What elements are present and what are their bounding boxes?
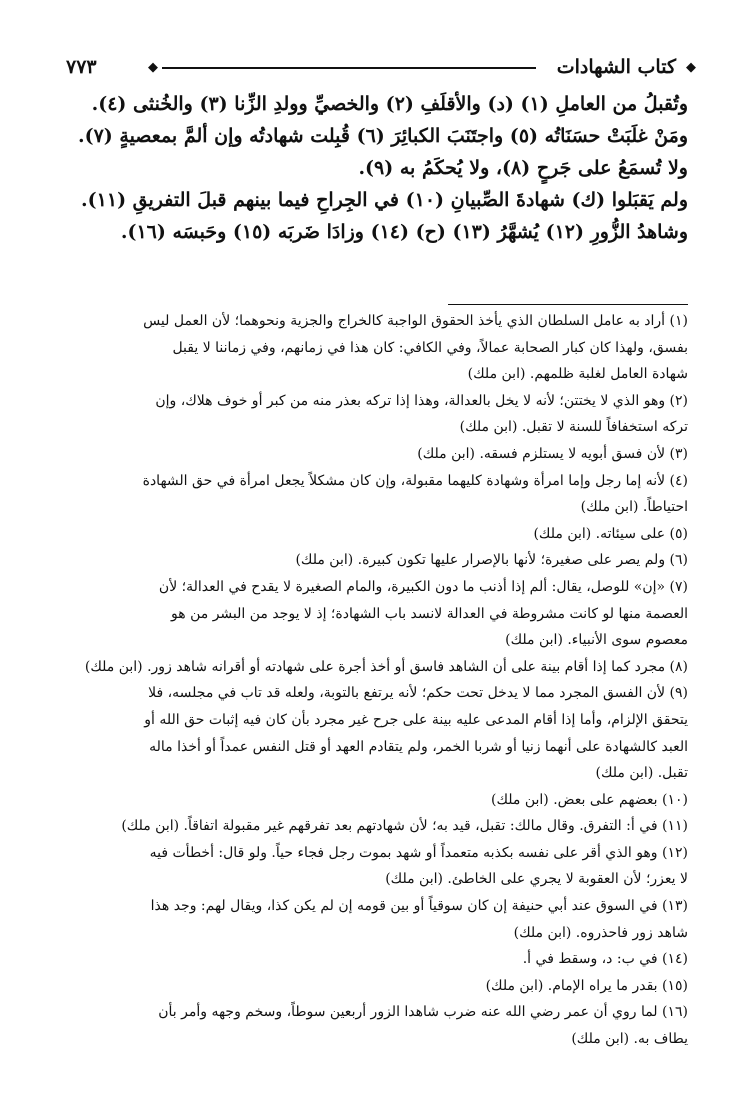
footnote-separator (448, 304, 688, 305)
footnote-line: شاهد زور فاحذروه. (ابن ملك) (513, 924, 688, 941)
footnotes (66, 308, 688, 1053)
footnote-line: (٢) وهو الذي لا يختتن؛ لأنه لا يخل بالعدالة، وهذا إذا تركه بعذر منه من كبر أو خوف هلاك، وإن (155, 392, 688, 409)
footnote-line: يطاف به. (ابن ملك) (571, 1031, 688, 1048)
main-text-line: ومَنْ غلَبَتْ حسَنَاتُه (٥) واجتَنَبَ الكبائِرَ (٦) قُبِلت شهادتُه وإن ألمَّ بمعصيةٍ (٧). (77, 125, 688, 147)
main-text-line: وشاهدُ الزُّورِ (١٢) يُشهَّرُ (١٣) (ح) (١٤) وزادَا ضَربَه (١٥) وحَبسَه (١٦). (120, 221, 688, 243)
header-rule (162, 67, 536, 69)
footnote-line: احتياطاً. (ابن ملك) (580, 499, 688, 516)
footnote-line: العبد كالشهادة على أنهما زنيا أو شربا الخمر، ولم يتقادم العهد أو قتل النفس عمداً أو أخذا ماله (149, 738, 688, 755)
footnote-line: العصمة منها لو كانت مشروطة في العدالة لانسد باب الشهادة؛ إذ لا يوجد من البشر من هو (171, 605, 688, 622)
footnote-line: لا يعزر؛ لأن العقوبة لا يجري على الخاطئ. (ابن ملك) (385, 871, 688, 888)
footnote-line: شهادة العامل لغلبة ظلمهم. (ابن ملك) (467, 366, 688, 383)
footnote-line: (٦) ولم يصر على صغيرة؛ لأنها بالإصرار عليها تكون كبيرة. (ابن ملك) (295, 552, 688, 569)
footnote-line: (٨) مجرد كما إذا أقام بينة على أن الشاهد فاسق أو أخذ أجرة على شهادته أو أقرانه شاهد زور. (ابن ملك) (84, 658, 688, 675)
main-text-line: ولم يَقبَلوا (ك) شهادةَ الصِّبيانِ (١٠) في الجِراحِ فيما بينهم قبلَ التفريقِ (١١). (81, 189, 688, 211)
footnote-line: (١٣) في السوق عند أبي حنيفة إن كان سوقياً أو بين قومه إن لم يكن كذا، ويقال لهم: وجد هذا (150, 898, 688, 915)
footnote-line: (٣) لأن فسق أبويه لا يستلزم فسقه. (ابن ملك) (417, 445, 688, 462)
footnote-line: معصوم سوى الأنبياء. (ابن ملك) (505, 632, 688, 649)
footnote-line: (٤) لأنه إما رجل وإما امرأة وشهادة كليهما مقبولة، وإن كان مشكلاً يجعل امرأة في حق الشهادة (142, 472, 688, 489)
footnote-line: (٩) لأن الفسق المجرد مما لا يدخل تحت حكم؛ لأنه يرتفع بالتوبة، ولعله قد تاب في مجلسه، فلا (148, 685, 688, 702)
footnote-line: (٧) «إن» للوصل، يقال: ألم إذا أذنب ما دون الكبيرة، والمام الصغيرة لا يقدح في العدالة؛ لأن (158, 578, 688, 595)
footnote-line: (١٥) بقدر ما يراه الإمام. (ابن ملك) (485, 977, 688, 994)
page-header (66, 56, 696, 80)
footnote-line: (١٠) بعضهم على بعض. (ابن ملك) (491, 791, 688, 808)
footnote-line: (١) أراد به عامل السلطان الذي يأخذ الحقوق الواجبة كالخراج والجزية ونحوهما؛ لأن العمل ليس (143, 313, 688, 329)
footnote-line: بفسق، ولهذا كان كبار الصحابة عمالاً، وفي الكافي: كان هذا في زمانهم، وفي زماننا لا يقبل (172, 339, 688, 356)
main-text-line: وتُقبلُ من العاملِ (١) (د) والأقلَفِ (٢) والخصيِّ وولدِ الزِّنا (٣) والخُنثى (٤). (91, 93, 688, 115)
footnote-line: تركه استخفافاً للسنة لا تقبل. (ابن ملك) (459, 419, 688, 436)
main-text (60, 88, 688, 248)
footnote-line: (١١) في أ: التفرق. وقال مالك: تقبل، قيد به؛ لأن شهادتهم بعد تفرقهم غير مقبولة اتفاقاً. (ابن ملك) (121, 818, 688, 835)
diamond-icon: ◆ (686, 60, 696, 75)
book-title: كتاب الشهادات (556, 56, 676, 78)
footnote-line: تقبل. (ابن ملك) (595, 765, 688, 782)
footnote-line: (١٦) لما روي أن عمر رضي الله عنه ضرب شاهدا الزور أربعين سوطاً، وسخم وجهه وأمر بأن (158, 1004, 688, 1021)
diamond-icon: ◆ (148, 60, 158, 75)
footnote-line: (١٢) وهو الذي أقر على نفسه بكذبه متعمداً أو شهد بموت رجل فجاء حياً. ولو قال: أخطأت فيه (149, 844, 688, 861)
footnote-line: (١٤) في ب: د، وسقط في أ. (522, 951, 688, 968)
page-number: ٧٧٣ (66, 56, 97, 78)
main-text-line: ولا تُسمَعُ على جَرحٍ (٨)، ولا يُحكَمُ به (٩). (358, 157, 688, 179)
footnote-line: يتحقق الإلزام، وأما إذا أقام المدعى عليه بينة على جرح غير مجرد بأن كان فيه إثبات حق الله أو (144, 711, 688, 728)
footnote-line: (٥) على سيئاته. (ابن ملك) (533, 525, 688, 542)
